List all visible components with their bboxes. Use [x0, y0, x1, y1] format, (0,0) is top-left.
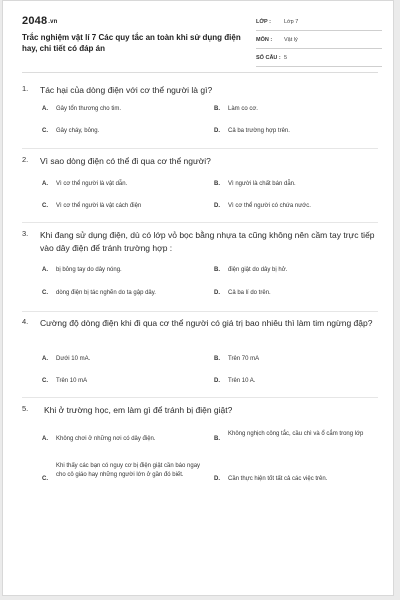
site-logo[interactable]: [22, 15, 58, 27]
meta-row-subject: [256, 35, 382, 49]
question-text: Tác hại của dòng điện với cơ thể người là gì?: [40, 85, 213, 95]
worksheet-header: [22, 11, 382, 71]
option-text: Vì người là chất bán dẫn.: [228, 181, 296, 187]
meta-row-count: [256, 53, 382, 67]
option-letter: D.: [214, 203, 220, 209]
option-text: Gây cháy, bỏng.: [56, 128, 100, 134]
question-divider: [22, 311, 378, 312]
meta-table: [256, 17, 382, 71]
question-text: Khi ở trường học, em làm gì để tránh bị điện giật?: [44, 405, 233, 415]
question-divider: [22, 222, 378, 223]
option-text: Gây tổn thương cho tim.: [56, 106, 121, 112]
logo-text: 2048: [22, 15, 48, 27]
question-text: Khi đang sử dụng điện, dù có lớp vỏ bọc bằng nhựa ta cũng không nên cầm tay trực tiếp vào dây điện để tránh trường hợp :: [40, 230, 375, 253]
option-text: Không chơi ở những nơi có dây điện.: [56, 436, 156, 442]
option-text: Trên 70 mA: [228, 356, 260, 362]
document-title: Trắc nghiệm vật lí 7 Các quy tắc an toàn khi sử dụng điện hay, chi tiết có đáp án: [22, 33, 241, 53]
option-letter: B.: [214, 436, 220, 442]
meta-row-class: [256, 17, 382, 31]
meta-value: Lớp 7: [284, 19, 299, 25]
option-text: Không nghịch công tắc, cầu chì và ổ cắm trong lớp: [228, 431, 364, 437]
option-letter: A.: [42, 181, 48, 187]
option-text: Vì cơ thể người có chứa nước.: [228, 203, 311, 209]
question-5: [22, 404, 382, 504]
option-letter: A.: [42, 436, 48, 442]
question-text: Cường độ dòng điện khi đi qua cơ thể người có giá trị bao nhiêu thì làm tim ngừng đập?: [40, 318, 373, 328]
option-text: Vì cơ thể người là vật cách điện: [56, 203, 142, 209]
option-text: Làm co cơ.: [228, 106, 258, 112]
question-number: 5.: [22, 404, 29, 413]
option-letter: C.: [42, 128, 48, 134]
option-text: điện giật do dây bị hở.: [228, 267, 288, 273]
option-letter: C.: [42, 476, 48, 482]
option-letter: C.: [42, 378, 48, 384]
meta-label: LỚP :: [256, 19, 271, 25]
option-text: Trên 10 mA: [56, 378, 88, 384]
question-2: [22, 155, 382, 215]
option-letter: D.: [214, 476, 220, 482]
option-letter: A.: [42, 267, 48, 273]
option-text: dòng điện bị tác nghẽn do ta gập dây.: [56, 290, 156, 296]
option-letter: D.: [214, 378, 220, 384]
option-letter: B.: [214, 267, 220, 273]
logo-suffix: .vn: [48, 19, 58, 25]
question-1: [22, 84, 382, 144]
option-letter: A.: [42, 106, 48, 112]
option-text: Khi thấy các bạn có nguy cơ bị điện giật cần báo ngay cho cô giáo hay những người lớn ở gần đó biết.: [56, 463, 201, 478]
option-letter: C.: [42, 290, 48, 296]
option-text: Trên 10 A.: [228, 378, 256, 384]
meta-value: Vật lý: [284, 37, 298, 43]
option-letter: A.: [42, 356, 48, 362]
question-number: 1.: [22, 84, 29, 93]
option-letter: B.: [214, 106, 220, 112]
option-text: Cả ba lí do trên.: [228, 290, 271, 296]
worksheet-page: [2, 0, 394, 596]
option-text: Dưới 10 mA.: [56, 356, 91, 362]
meta-value: 5: [284, 55, 288, 61]
question-divider: [22, 397, 378, 398]
question-4: [22, 317, 382, 391]
option-letter: D.: [214, 290, 220, 296]
question-number: 2.: [22, 155, 29, 164]
option-text: Cần thực hiện tốt tất cả các việc trên.: [228, 476, 328, 482]
option-text: bị bỏng tay do dây nóng.: [56, 267, 122, 273]
question-divider: [22, 148, 378, 149]
question-number: 3.: [22, 229, 29, 238]
option-letter: B.: [214, 356, 220, 362]
question-number: 4.: [22, 317, 29, 326]
header-divider: [22, 72, 378, 73]
option-letter: C.: [42, 203, 48, 209]
question-3: [22, 229, 382, 305]
option-letter: B.: [214, 181, 220, 187]
meta-label: MÔN :: [256, 37, 273, 43]
question-text: Vì sao dòng điện có thể đi qua cơ thể người?: [40, 156, 211, 166]
meta-label: SỐ CÂU :: [256, 55, 281, 61]
option-text: Cả ba trường hợp trên.: [228, 128, 290, 134]
option-letter: D.: [214, 128, 220, 134]
option-text: Vì cơ thể người là vật dẫn.: [56, 181, 128, 187]
